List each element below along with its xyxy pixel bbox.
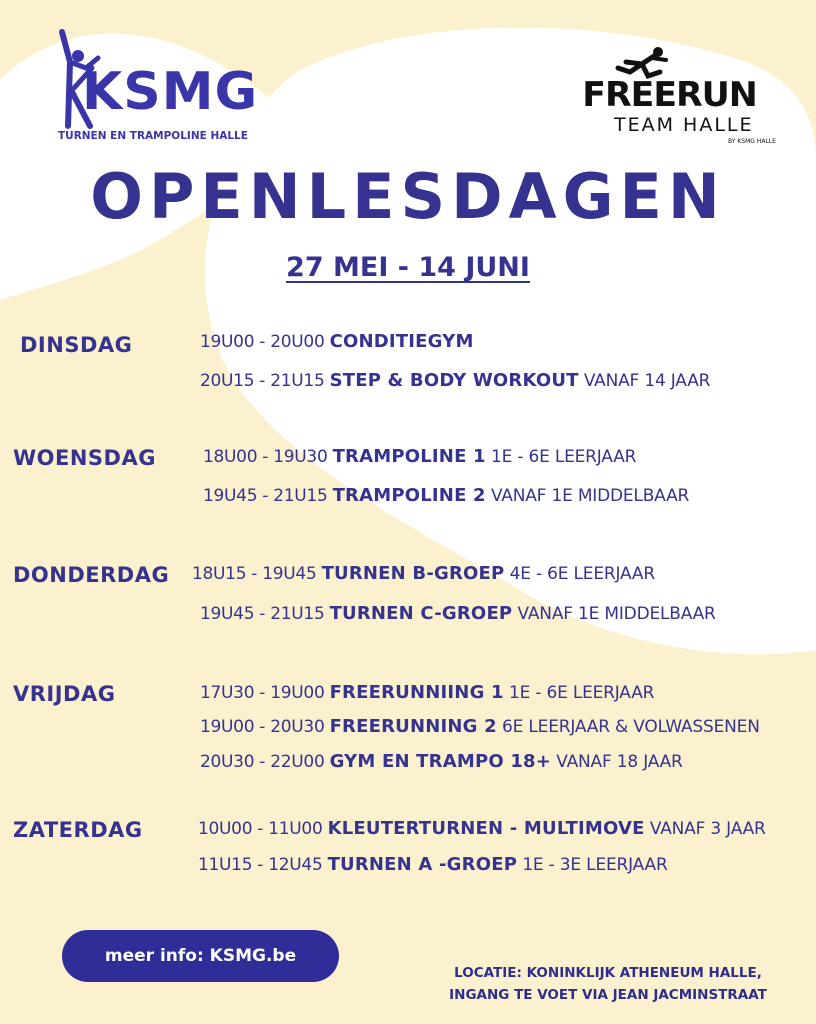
session-row [200,372,710,390]
session-row [200,718,760,736]
session-name: GYM EN TRAMPO 18+ [329,751,552,772]
session-detail: 6E LEERJAAR & VOLWASSENEN [496,717,760,737]
page-title: OPENLESDAGEN [90,160,726,233]
session-row [203,448,636,466]
location-line-2: INGANG TE VOET VIA JEAN JACMINSTRAAT [449,987,767,1003]
session-detail: 1E - 6E LEERJAAR [503,683,655,703]
session-detail: VANAF 3 JAAR [644,819,766,839]
session-row [203,487,689,505]
session-detail: VANAF 14 JAAR [578,371,711,391]
session-time: 20U30 - 22U00 [200,752,330,772]
freerun-logo-subtitle: TEAM HALLE [614,114,754,136]
day-label: DINSDAG [20,333,133,357]
freerun-logo-title: FREERUN [582,75,757,115]
session-row [200,333,474,351]
session-name: TRAMPOLINE 1 [332,446,486,467]
session-name: TRAMPOLINE 2 [332,485,486,506]
session-detail: 1E - 6E LEERJAAR [485,447,637,467]
date-range: 27 MEI - 14 JUNI [286,252,530,283]
session-time: 18U15 - 19U45 [192,564,322,584]
freerun-logo-byline: BY KSMG HALLE [728,138,776,145]
session-time: 20U15 - 21U15 [200,371,330,391]
session-detail: VANAF 1E MIDDELBAAR [485,486,690,506]
session-row [198,820,766,838]
session-name: STEP & BODY WORKOUT [329,370,579,391]
session-detail: VANAF 18 JAAR [551,752,683,772]
session-row [200,605,716,623]
session-time: 19U45 - 21U15 [200,604,330,624]
session-time: 11U15 - 12U45 [198,855,328,875]
session-name: TURNEN B-GROEP [321,563,505,584]
session-detail: VANAF 1E MIDDELBAAR [512,604,716,624]
session-row [192,565,655,583]
day-label: ZATERDAG [13,818,143,842]
session-name: FREERUNNING 2 [329,716,497,737]
session-time: 19U00 - 20U30 [200,717,330,737]
freerun-logo [580,46,790,152]
ksmg-logo [56,28,271,148]
session-time: 10U00 - 11U00 [198,819,328,839]
location-line-1: LOCATIE: KONINKLIJK ATHENEUM HALLE, [454,965,762,981]
session-time: 18U00 - 19U30 [203,447,333,467]
session-name: KLEUTERTURNEN - MULTIMOVE [327,818,645,839]
more-info-button[interactable]: meer info: KSMG.be [62,930,339,982]
session-time: 19U00 - 20U00 [200,332,330,352]
ksmg-logo-text: KSMG [82,62,259,122]
session-time: 17U30 - 19U00 [200,683,330,703]
session-row [200,753,683,771]
session-name: TURNEN C-GROEP [329,603,513,624]
session-name: TURNEN A -GROEP [327,854,518,875]
session-detail: 4E - 6E LEERJAAR [504,564,655,584]
day-label: WOENSDAG [13,446,156,470]
location-info [408,962,808,1006]
session-name: CONDITIEGYM [329,331,474,352]
session-detail: 1E - 3E LEERJAAR [517,855,668,875]
session-row [198,856,668,874]
day-label: DONDERDAG [13,563,170,587]
session-time: 19U45 - 21U15 [203,486,333,506]
ksmg-logo-subtitle: TURNEN EN TRAMPOLINE HALLE [58,130,248,142]
session-name: FREERUNNIING 1 [329,682,504,703]
session-row [200,684,654,702]
day-label: VRIJDAG [13,682,116,706]
